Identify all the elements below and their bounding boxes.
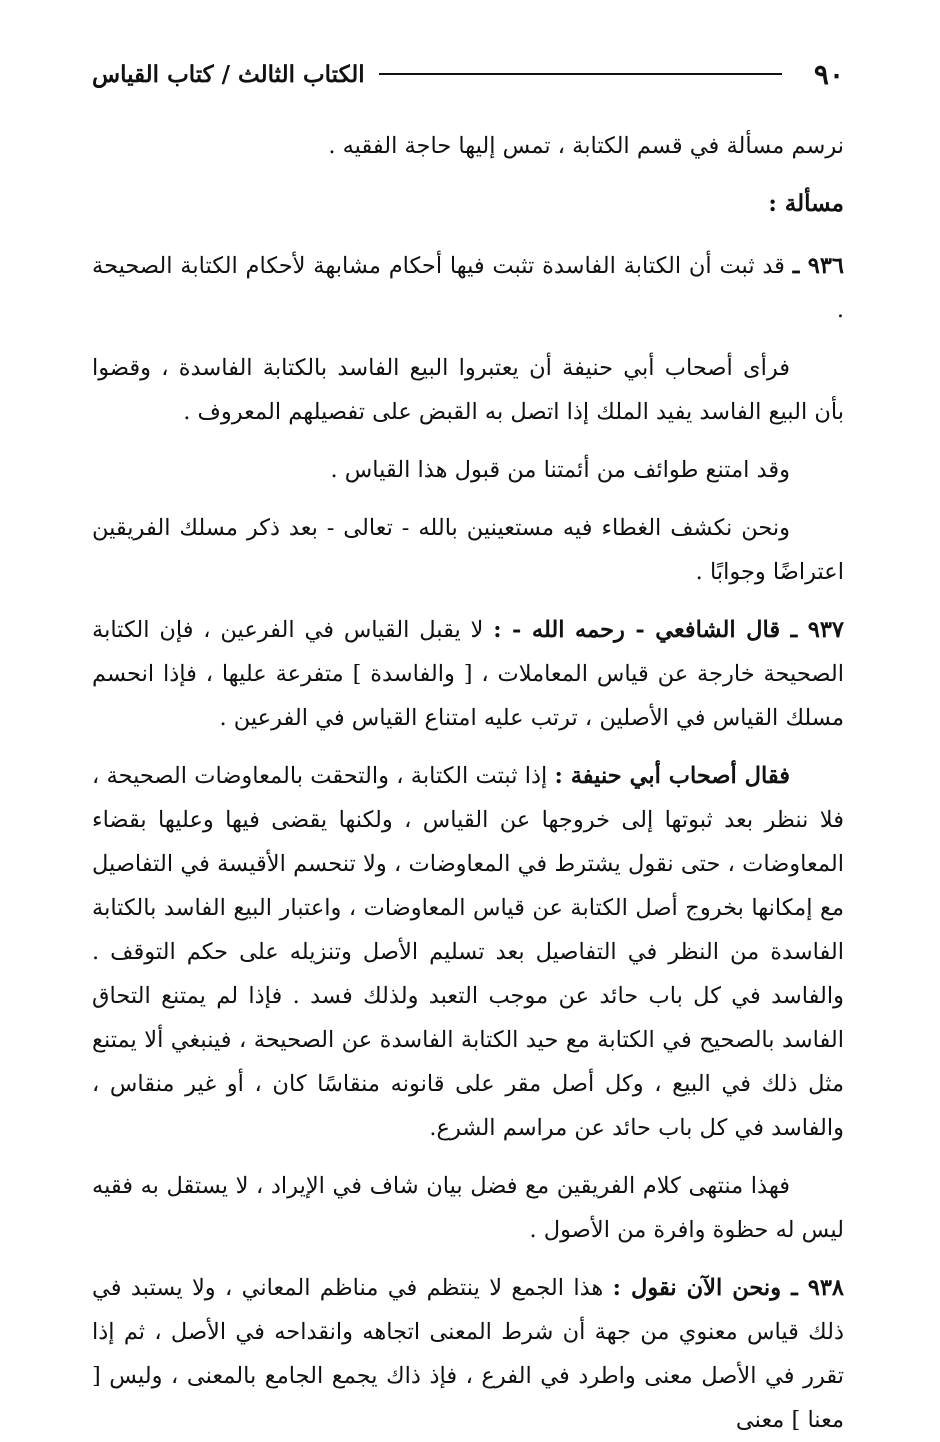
intro-paragraph [92,124,844,168]
paragraph-conclusion [92,1164,844,1252]
paragraph-937 [92,608,844,740]
running-title: الكتاب الثالث / كتاب القياس [92,60,365,88]
paragraph-lead: فقال أصحاب أبي حنيفة : [554,763,790,789]
paragraph-hanafi-response [92,754,844,1150]
paragraph-text: فرأى أصحاب أبي حنيفة أن يعتبروا البيع الفاسد بالكتابة الفاسدة ، وقضوا بأن البيع الفاسد يفيد الملك إذا اتصل به القبض على تفصيلهم المعروف . [92,355,844,425]
section-heading: مسألة : [768,190,844,217]
paragraph-lead: ٩٣٨ ـ ونحن الآن نقول : [612,1275,844,1301]
paragraph-text: لا يقبل القياس في الفرعين ، فإن الكتابة الصحيحة خارجة عن قياس المعاملات ، [ والفاسدة ] متفرعة عليها ، فإذا انحسم مسلك القياس في الأصلين ، ترتب عليه امتناع القياس في الفرعين . [92,617,844,731]
paragraph-text: إذا ثبتت الكتابة ، والتحقت بالمعاوضات الصحيحة ، فلا ننظر بعد ثبوتها إلى خروجها عن القياس ، ولكنها يقضى فيها وعليها بقضاء المعاوضات ، حتى نقول يشترط في المعاوضات ، ولا تنحسم الأقيسة في التفاصيل مع إمكانها بخروج أصل الكتابة عن قياس المعاوضات ، واعتبار البيع الفاسد بالكتابة الفاسدة من النظر في التفاصيل بعد تسليم الأصل وتنزيله على حكم التوقف . والفاسد في كل باب حائد عن موجب التعبد ولذلك فسد . فإذا لم يمتنع التحاق الفاسد بالصحيح في الكتابة مع حيد الكتابة الفاسدة عن الصحيحة ، فينبغي ألا يمتنع مثل ذلك في البيع ، وكل أصل مقر على قانونه منقاسًا كان ، أو غير منقاس ، والفاسد في كل باب حائد عن مراسم الشرع. [92,763,844,1141]
paragraph-text: وقد امتنع طوائف من أئمتنا من قبول هذا القياس . [330,457,790,483]
paragraph-text: قد ثبت أن الكتابة الفاسدة تثبت فيها أحكام مشابهة لأحكام الكتابة الصحيحة . [92,253,844,323]
paragraph-text: فهذا منتهى كلام الفريقين مع فضل بيان شاف في الإيراد ، لا يستقل به فقيه ليس له حظوة وافرة من الأصول . [92,1173,844,1243]
paragraph-lead: ٩٣٧ ـ قال الشافعي - رحمه الله - : [493,617,845,643]
paragraph-938 [92,1266,844,1442]
paragraph-text: هذا الجمع لا ينتظم في مناظم المعاني ، ولا يستبد في ذلك قياس معنوي من جهة أن شرط المعنى اتجاهه وانقداحه في الأصل ، ثم إذا تقرر في الأصل معنى واطرد في الفرع ، فإذ ذاك يجمع الجامع بالمعنى ، وليس [ معنا ] معنى [92,1275,844,1433]
intro-text: نرسم مسألة في قسم الكتابة ، تمس إليها حاجة الفقيه . [328,133,844,159]
paragraph-nahnu [92,506,844,594]
paragraph-number: ٩٣٦ ـ [792,253,844,279]
paragraph-imtana [92,448,844,492]
header-rule [379,73,782,75]
paragraph-936 [92,244,844,332]
paragraph-hanafi-view [92,346,844,434]
page-number: ٩٠ [813,57,844,91]
running-header [92,52,844,96]
paragraph-text: ونحن نكشف الغطاء فيه مستعينين بالله - تعالى - بعد ذكر مسلك الفريقين اعتراضًا وجوابًا . [92,515,844,585]
